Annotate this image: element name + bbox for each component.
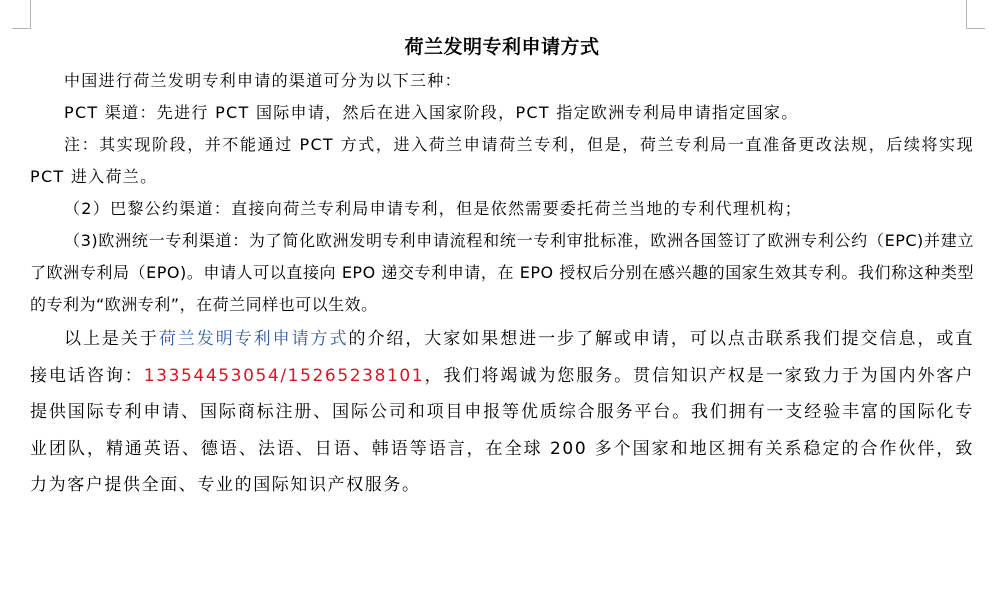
contact-text-middle: 的介绍，大家如果想进一步了解或申请，可以点击联系我们提交信息，或直接电话咨询： [30,329,974,386]
phone-number: 13354453054/15265238101 [143,365,425,386]
document-body [30,28,974,504]
paragraph-intro: 中国进行荷兰发明专利申请的渠道可分为以下三种： [64,71,462,90]
paragraph-european-channel: （3)欧洲统一专利渠道：为了简化欧洲发明专利申请流程和统一专利审批标准，欧洲各国签订了欧洲专利公约（EPC)并建立了欧洲专利局（EPO)。申请人可以直接向 EPO 递交专利申请，在 EPO 授权后分别在感兴趣的国家生效其专利。我们称这种类型的专利为“欧洲专利”，在荷兰同样也可以生效。 [30,231,974,314]
paragraph-contact [30,321,974,504]
contact-text-intro: 以上是关于 [64,329,159,349]
crop-mark-top-right [966,0,985,29]
contact-text-end: ，我们将竭诚为您服务。贯信知识产权是一家致力于为国内外客户提供国际专利申请、国际商标注册、国际公司和项目申报等优质综合服务平台。我们拥有一支经验丰富的国际化专业团队，精通英语、德语、法语、日语、韩语等语言，在全球 200 多个国家和地区拥有关系稳定的合作伙伴，致力为客户提供全面、专业的国际知识产权服务。 [30,365,974,495]
paragraph-pct-channel: PCT 渠道：先进行 PCT 国际申请，然后在进入国家阶段，PCT 指定欧洲专利局申请指定国家。 [64,103,799,122]
article-link[interactable]: 荷兰发明专利申请方式 [158,329,349,349]
paragraph-paris-channel: （2）巴黎公约渠道：直接向荷兰专利局申请专利，但是依然需要委托荷兰当地的专利代理机构； [64,199,803,218]
document-title: 荷兰发明专利申请方式 [404,36,600,58]
paragraph-note: 注：其实现阶段，并不能通过 PCT 方式，进入荷兰申请荷兰专利，但是，荷兰专利局一直准备更改法规，后续将实现 PCT 进入荷兰。 [30,135,974,186]
crop-mark-top-left [12,0,31,29]
